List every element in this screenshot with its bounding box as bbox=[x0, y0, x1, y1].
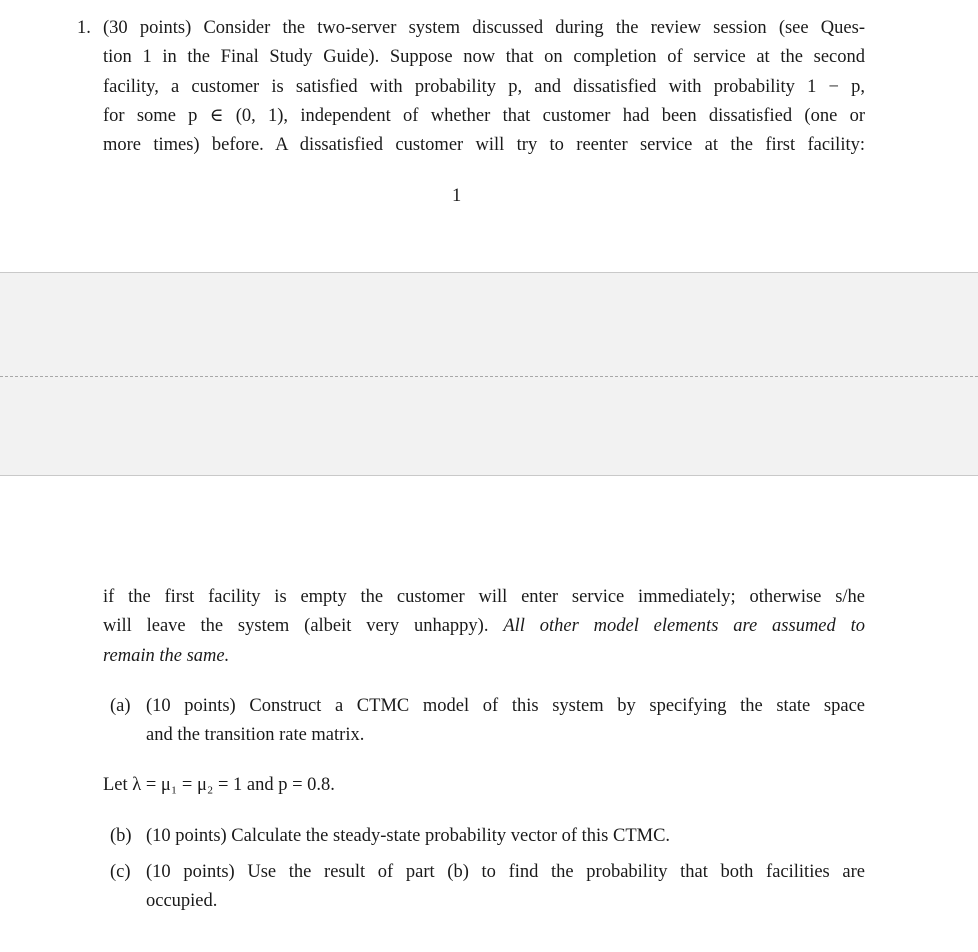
continuation-line-2 bbox=[103, 612, 865, 641]
parameters-line: Let λ = μ₁ = μ₂ = 1 and p = 0.8. bbox=[103, 775, 335, 795]
continuation-italic-1: All other model elements are assumed to bbox=[503, 616, 866, 637]
part-c-line-1: (10 points) Use the result of part (b) to find the probability that both facilities are bbox=[146, 862, 865, 882]
intro-line-2: tion 1 in the Final Study Guide). Suppose now that on completion of service at the second bbox=[103, 47, 865, 68]
part-b-label: (b) bbox=[110, 826, 132, 846]
continuation-line-3 bbox=[103, 642, 865, 671]
part-a-line-2: and the transition rate matrix. bbox=[146, 725, 365, 746]
part-b-text: (10 points) Calculate the steady-state probability vector of this CTMC. bbox=[146, 826, 671, 846]
continuation-line-1: if the first facility is empty the customer will enter service immediately; otherwise s/he bbox=[103, 587, 865, 607]
part-a-line-1: (10 points) Construct a CTMC model of this system by specifying the state space bbox=[146, 696, 865, 716]
question-intro bbox=[103, 14, 865, 160]
continuation-italic-2: remain the same. bbox=[103, 645, 230, 666]
page-break-dashed-line bbox=[0, 376, 978, 377]
part-b bbox=[110, 822, 865, 851]
question-continuation bbox=[103, 583, 865, 671]
intro-line-1: (30 points) Consider the two-server system discussed during the review session (see Ques- bbox=[103, 18, 865, 38]
part-c bbox=[110, 858, 865, 917]
page-break bbox=[0, 272, 978, 476]
question-number: 1. bbox=[77, 18, 91, 38]
part-c-line-2: occupied. bbox=[146, 891, 218, 912]
part-a-label: (a) bbox=[110, 696, 131, 716]
continuation-line-2-plain: will leave the system (albeit very unhappy). bbox=[103, 616, 489, 637]
part-c-label: (c) bbox=[110, 862, 131, 882]
page-number: 1 bbox=[452, 186, 462, 206]
intro-line-3: facility, a customer is satisfied with probability p, and dissatisfied with probability 1 − p, bbox=[103, 76, 865, 97]
part-a bbox=[110, 692, 865, 751]
intro-line-5: more times) before. A dissatisfied customer will try to reenter service at the first facility: bbox=[103, 135, 865, 156]
intro-line-4: for some p ∈ (0, 1), independent of whether that customer had been dissatisfied (one or bbox=[103, 105, 865, 126]
